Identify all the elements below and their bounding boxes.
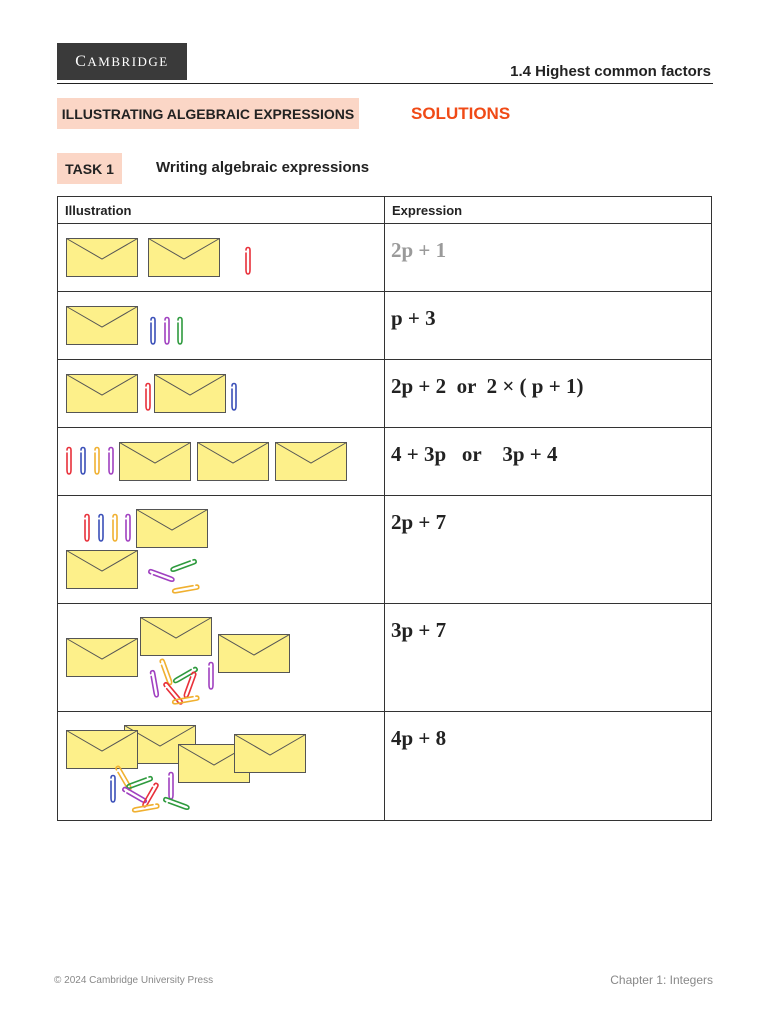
header-rule xyxy=(57,83,713,84)
illustration-cell xyxy=(58,604,385,711)
envelope-icon xyxy=(140,617,212,661)
paperclip-icon xyxy=(206,661,216,696)
expression-cell: 2p + 7 xyxy=(391,510,447,534)
paperclip-icon xyxy=(82,513,92,548)
table-row xyxy=(58,224,712,292)
paperclip-icon xyxy=(229,382,239,417)
envelope-icon xyxy=(66,550,138,594)
paperclip-icon xyxy=(64,446,74,481)
table-row xyxy=(58,428,712,496)
envelope-icon xyxy=(66,374,138,418)
paperclip-icon xyxy=(162,316,172,351)
expressions-table xyxy=(57,196,712,821)
table-row xyxy=(58,604,712,712)
activity-banner: ILLUSTRATING ALGEBRAIC EXPRESSIONS xyxy=(57,98,359,129)
illustration-cell xyxy=(58,496,385,603)
paperclip-icon xyxy=(161,794,197,815)
illustration-cell xyxy=(58,712,385,820)
table-row xyxy=(58,496,712,604)
envelope-icon xyxy=(136,509,208,553)
expression-cell: 4 + 3p or 3p + 4 xyxy=(391,442,558,466)
paperclip-icon xyxy=(148,316,158,351)
paperclip-icon xyxy=(106,446,116,481)
table-row xyxy=(58,292,712,360)
envelope-icon xyxy=(234,734,306,778)
paperclip-icon xyxy=(78,446,88,481)
expression-cell: p + 3 xyxy=(391,306,436,330)
envelope-icon xyxy=(197,442,269,486)
task-label: TASK 1 xyxy=(57,153,122,184)
paperclip-icon xyxy=(96,513,106,548)
task-title: Writing algebraic expressions xyxy=(156,159,370,176)
expression-cell: 3p + 7 xyxy=(391,618,447,642)
envelope-icon xyxy=(66,730,138,774)
paperclip-icon xyxy=(143,382,153,417)
illustration-cell xyxy=(58,360,385,427)
paperclip-icon xyxy=(175,316,185,351)
envelope-icon xyxy=(119,442,191,486)
paperclip-icon xyxy=(108,774,118,809)
header-illustration: Illustration xyxy=(58,197,385,224)
envelope-icon xyxy=(66,238,138,282)
header-expression: Expression xyxy=(385,197,712,224)
cambridge-logo: C AMBRIDGE xyxy=(57,43,187,80)
envelope-icon xyxy=(154,374,226,418)
expression-cell: 2p + 1 xyxy=(391,238,447,262)
illustration-cell xyxy=(58,428,385,495)
paperclip-icon xyxy=(110,513,120,548)
envelope-icon xyxy=(148,238,220,282)
envelope-icon xyxy=(66,638,138,682)
table-header-row xyxy=(58,197,712,224)
illustration-cell xyxy=(58,224,385,291)
table-row xyxy=(58,712,712,821)
paperclip-icon xyxy=(123,513,133,548)
section-title: 1.4 Highest common factors xyxy=(510,63,711,80)
footer-chapter: Chapter 1: Integers xyxy=(610,973,713,987)
expression-cell: 4p + 8 xyxy=(391,726,447,750)
envelope-icon xyxy=(218,634,290,678)
envelope-icon xyxy=(66,306,138,350)
footer-copyright: © 2024 Cambridge University Press xyxy=(54,975,214,986)
paperclip-icon xyxy=(92,446,102,481)
solutions-label: SOLUTIONS xyxy=(411,104,511,123)
paperclip-icon xyxy=(243,246,253,281)
table-row xyxy=(58,360,712,428)
expression-cell: 2p + 2 or 2 × ( p + 1) xyxy=(391,374,584,398)
envelope-icon xyxy=(275,442,347,486)
illustration-cell xyxy=(58,292,385,359)
